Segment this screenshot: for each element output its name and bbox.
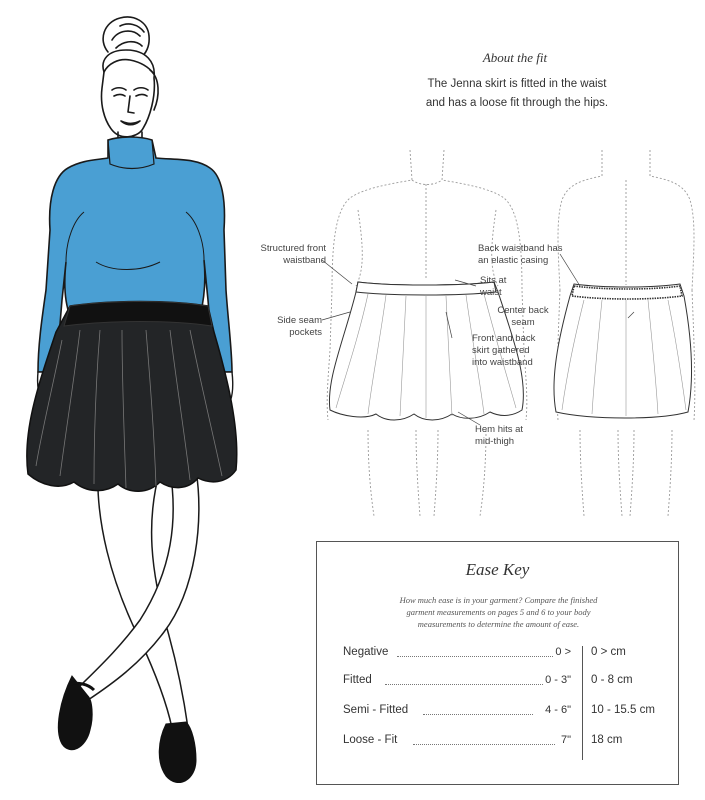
about-fit-heading: About the fit: [482, 50, 548, 65]
dot-leader: [423, 714, 533, 715]
ease-key-title: Ease Key: [465, 560, 530, 579]
fit-description-line-1: The Jenna skirt is fitted in the waist: [427, 78, 607, 90]
ease-cm: 0 - 8 cm: [591, 674, 633, 686]
ease-key-panel: [316, 541, 679, 785]
dot-leader: [413, 744, 555, 745]
right-shoe: [159, 722, 196, 783]
ease-name: Loose - Fit: [343, 734, 398, 746]
ease-cm: 10 - 15.5 cm: [591, 704, 655, 716]
ease-column-divider: [582, 646, 583, 760]
ease-name: Fitted: [343, 674, 372, 686]
callout-back-waistband: Back waistband has an elastic casing: [478, 243, 563, 266]
ease-name: Negative: [343, 646, 389, 658]
ease-cm: 0 > cm: [591, 646, 626, 658]
ease-cm: 18 cm: [591, 734, 623, 746]
ease-row-loose-fit: [343, 734, 655, 752]
callout-side-pockets: Side seam pockets: [277, 315, 322, 338]
ease-row-fitted: [343, 674, 655, 692]
ease-row-negative: [343, 646, 655, 664]
callout-gathered: Front and back skirt gathered into waistband: [472, 333, 536, 368]
fit-description-line-2: and has a loose fit through the hips.: [425, 97, 609, 109]
ease-inches: 4 - 6": [545, 704, 571, 716]
callout-sits-at-waist: Sits at waist: [480, 275, 507, 298]
ease-name: Semi - Fitted: [343, 704, 409, 716]
dot-leader: [397, 656, 563, 657]
back-skirt: [554, 284, 692, 418]
ease-inches: 7": [560, 734, 571, 746]
skirt: [27, 302, 237, 492]
callout-center-back-seam: Center back seam: [497, 305, 549, 328]
ease-inches: 0 - 3": [545, 674, 571, 686]
fit-description: [372, 75, 662, 113]
dot-leader: [385, 684, 543, 685]
ease-key-description: How much ease is in your garment? Compare the finished garment measurements on pages 5 and 6 to your body measurements to determine the amount of ease.: [399, 595, 598, 629]
ease-row-semi-fitted: [343, 704, 655, 722]
ease-inches: 0 >: [555, 646, 571, 658]
callout-hem: Hem hits at mid-thigh: [475, 424, 524, 447]
callout-structured-waistband: Structured front waistband: [260, 243, 326, 266]
